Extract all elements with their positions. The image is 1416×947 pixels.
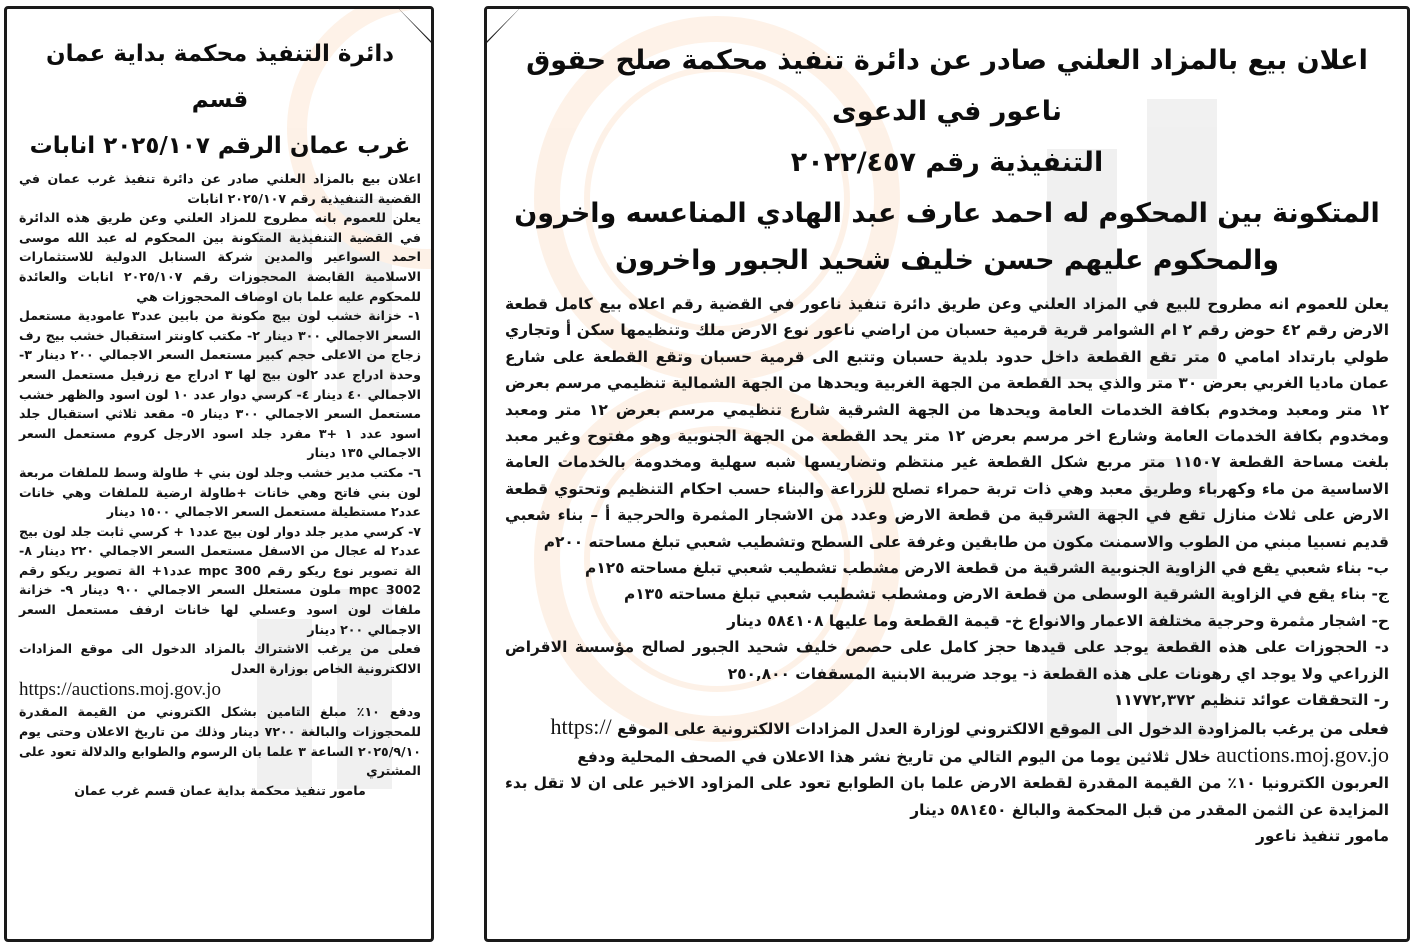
side-title-line-2: غرب عمان الرقم ٢٠٢٥/١٠٧ انابات <box>29 133 411 159</box>
main-item-r: ر- التحققات عوائد تنظيم ١١٧٧٢,٣٧٢ <box>1113 691 1389 710</box>
main-title-line-3: المتكونة بين المحكوم له احمد عارف عبد الهادي المناعسه واخرون <box>514 198 1380 229</box>
side-participation: فعلى من يرغب الاشتراك بالمزاد الدخول الى موقع المزادات الالكترونية الخاص بوزارة العدل <box>19 641 421 676</box>
main-item-b: ب- بناء شعبي يقع في الزاوية الجنوبية الشرقية من قطعة الارض مشطب تشطيب شعبي تبلغ مساحته ١٢٥م <box>585 559 1389 578</box>
main-url-part-2[interactable]: auctions.moj.gov.jo <box>1216 741 1389 767</box>
side-title-line-1: دائرة التنفيذ محكمة بداية عمان قسم <box>45 41 395 113</box>
side-announcement: يعلن للعموم بانه مطروح للمزاد العلني وعن طريق هذه الدائرة في القضية التنفيذية المتكونة بين المحكوم له عبد الله موسى احمد السواعير والمدين شركة السنابل الدولية للاستثمارات الاسلامية القابضة المحجوزات رقم ٢٠٢٥/١٠٧ انابات والعائدة للمحكوم عليه علما بان اوصاف المحجوزات هي <box>19 210 421 304</box>
main-url-part-1[interactable]: https:// <box>550 713 612 739</box>
main-item-d: د- الحجوزات على هذه القطعة يوجد على قيدها حجز كامل على حصص خليف شحيد الجبور لصالح مؤسسة الاقراض الزراعي ولا يوجد اي رهونات على هذه القطعة ذ- يوجد ضريبة الابنية المسقفات ٢٥٠,٨٠٠ <box>505 638 1389 683</box>
main-item-c: ج- بناء يقع في الزاوية الشرقية الوسطى من قطعة الارض ومشطب تشطيب شعبي تبلغ مساحته ١٣٥م <box>623 585 1389 604</box>
side-body <box>19 169 421 800</box>
main-title-line-1: اعلان بيع بالمزاد العلني صادر عن دائرة تنفيذ محكمة صلح حقوق ناعور في الدعوى <box>526 45 1368 127</box>
side-items-1-5: ١- خزانة خشب لون بيج مكونة من بابين عدد٣ عامودية مستعمل السعر الاجمالي ٣٠٠ دينار ٢- مكتب كاونتر استقبال خشب بيج رف زجاج من الاعلى حجم كبير مستعمل السعر الاجمالي ٢٠٠ دينار ٣- وحدة ادراج عدد ٢لون بيج لها ٣ ادراج مع زرفيل مستعمل السعر الاجمالي ٤٠ دينار ٤- كرسي دوار عدد ١٠ لون اسود والظهر خشب مستعمل السعر الاجمالي ٣٠٠ دينار ٥- مقعد ثلاثي استقبال جلد اسود عدد ١ +٣ مفرد جلد اسود الارجل كروم مستعمل السعر الاجمالي ١٣٥ دينار <box>19 308 422 461</box>
side-deposit-terms: ودفع ١٠٪ مبلغ التامين بشكل الكتروني من القيمة المقدرة للمحجوزات والبالغة ٧٢٠٠ دينار وذلك من تاريخ الاعلان وحتى يوم ٢٠٢٥/٩/١٠ الساعة ٣ علما بان الرسوم والطوابع والدلالة تعود على المشتري <box>19 704 421 779</box>
main-body <box>505 291 1389 850</box>
side-signature: مامور تنفيذ محكمة بداية عمان قسم غرب عمان <box>74 782 366 798</box>
side-items-7-9: ٧- كرسي مدير جلد دوار لون بيج عدد١ + كرسي ثابت جلد لون بيج عدد٢ له عجال من الاسفل مستعمل السعر الاجمالي ٢٢٠ دينار ٨- الة تصوير نوع ريكو رقم mpc 300 عدد١+ الة تصوير ريكو رقم mpc 3002 ملون مستعلل السعر الاجمالي ٩٠٠ دينار ٩- خزانة ملفات لون اسود وعسلي لها خانات ارفف مستعمل السعر الاجمالي ٢٠٠ دينار <box>19 523 421 637</box>
main-paragraph-description: يعلن للعموم انه مطروح للبيع في المزاد العلني وعن طريق دائرة تنفيذ ناعور في القضية رقم اعلاه بيع كامل قطعة الارض رقم ٤٢ حوض رقم ٢ ام الشوامر قرية قرمية حسبان من اراضي ناعور نوع الارض ملك وتنظيمها سكن أ وتجاري طولي بارتداد امامي ٥ متر تقع القطعة داخل حدود بلدية حسبان وتتبع الى قرمية حسبان وتقع القطعة على شارع عمان ماديا الغربي بعرض ٣٠ متر والذي يحد القطعة من الجهة الغربية ويحدها من الجهة الشمالية تنظيمي مرسم بعرض ١٢ متر ومعبد ومخدوم بكافة الخدمات العامة ويحدها من الجهة الشرقية شارع تنظيمي مرسم بعرض ١٢ متر ومعبد ومخدوم بكافة الخدمات العامة وشارع اخر مرسم بعرض ١٢ متر يحد القطعة من الجهة الجنوبية وهو مفتوح وغير معبد بلغت مساحة القطعة ١١٥٠٧ متر مربع شكل القطعة غير منتظم وتضاريسها شبه سهلية ومخدومة بالخدمات العامة الاساسية من ماء وكهرباء وطريق معبد وهي ذات تربة حمراء تصلح للزراعة والبناء حسب احكام التنظيم وتحتوي قطعة الارض على ثلاث منازل تقع في الجهة الشرقية من قطعة الارض وعدد من الاشجار المثمرة والحرجية أ – بناء شعبي قديم نسبيا مبني من الطوب والاسمنت مكون من طابقين وغرفة على السطح وتشطيب شعبي تبلغ مساحته ٢٠٠م <box>505 295 1390 551</box>
side-intro: اعلان بيع بالمزاد العلني صادر عن دائرة تنفيذ غرب عمان في القضية التنفيذية رقم ٢٠٢٥/١٠٧ انابات <box>19 171 421 206</box>
side-url-link[interactable]: https://auctions.moj.gov.jo <box>19 679 221 701</box>
main-bidding-text: فعلى من يرغب بالمزاودة الدخول الى الموقع الالكتروني لوزارة العدل المزادات الالكترونية على الموقع <box>616 719 1389 738</box>
main-title-line-2: التنفيذية رقم ٢٠٢٢/٤٥٧ <box>790 147 1104 178</box>
main-title-line-4: والمحكوم عليهم حسن خليف شحيد الجبور واخرون <box>614 245 1280 276</box>
main-auction-notice <box>484 6 1410 942</box>
main-bidding-instructions <box>505 714 1389 742</box>
main-url-trail: خلال ثلاثين يوما من اليوم التالي من تاريخ نشر هذا الاعلان في الصحف المحلية ودفع <box>577 747 1211 766</box>
side-auction-notice <box>4 6 434 942</box>
main-url-line <box>505 742 1389 770</box>
main-signature: مامور تنفيذ ناعور <box>1256 827 1389 846</box>
side-item-6: ٦- مكتب مدير خشب وجلد لون بني + طاولة وسط للملفات مربعة لون بني فاتح وهي خانات +طاولة ارضية للملفات وهي خانات عدد٢ مستطيلة مستعمل السعر الاجمالي ١٥٠٠ دينار <box>19 464 421 520</box>
main-deposit-terms: العربون الكترونيا ١٠٪ من القيمة المقدرة لقطعة الارض علما بان الطوابع تعود على المزاود الاخير على ان لا تقل بدء المزايدة عن الثمن المقدر من قبل المحكمة والبالغ ٥٨١٤٥٠ دينار <box>505 774 1389 819</box>
main-item-h: ح- اشجار مثمرة وحرجية مختلفة الاعمار والانواع خ- قيمة القطعة وما عليها ٥٨٤١٠٨ دينار <box>727 611 1389 630</box>
